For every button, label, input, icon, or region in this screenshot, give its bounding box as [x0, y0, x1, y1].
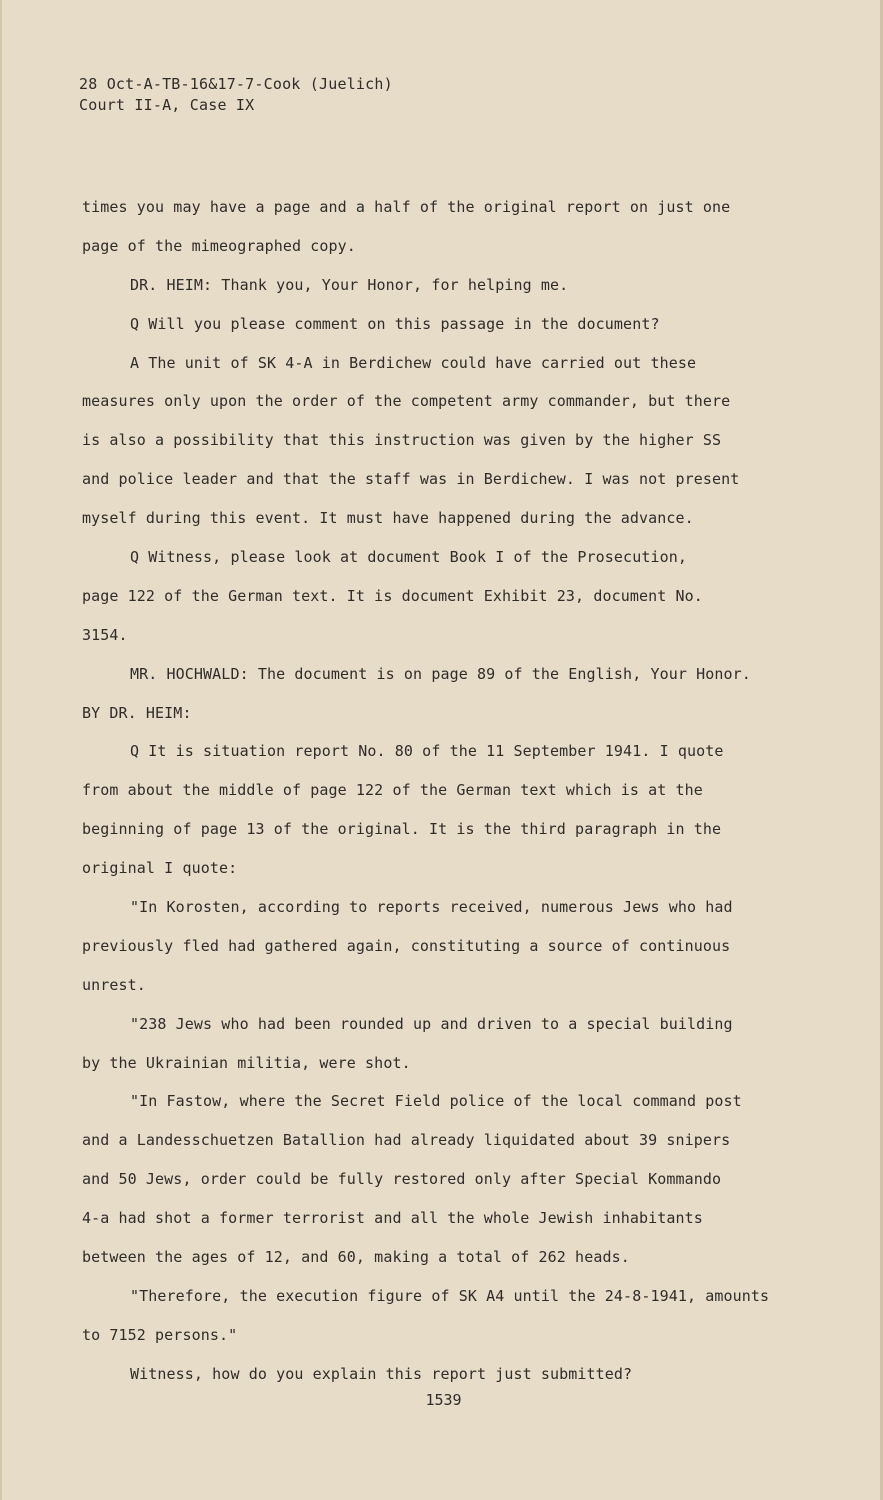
text-line: measures only upon the order of the competent army commander, but there [82, 392, 731, 411]
text-line: Witness, how do you explain this report just submitted? [130, 1364, 633, 1383]
text-line: A The unit of SK 4-A in Berdichew could have carried out these [130, 353, 697, 372]
text-line: times you may have a page and a half of the original report on just one [82, 198, 731, 216]
text-line: from about the middle of page 122 of the German text which is at the [82, 781, 703, 800]
text-line: and police leader and that the staff was in Berdichew. I was not present [82, 470, 740, 489]
text-line: "238 Jews who had been rounded up and driven to a special building [130, 1014, 733, 1033]
text-line: is also a possibility that this instruction was given by the higher SS [82, 431, 722, 450]
text-line: between the ages of 12, and 60, making a total of 262 heads. [82, 1248, 630, 1267]
text-line: myself during this event. It must have happened during the advance. [82, 509, 694, 528]
document-header [79, 74, 393, 116]
transcript-body [82, 188, 802, 1394]
text-line: unrest. [82, 975, 146, 994]
text-line: "Therefore, the execution figure of SK A4 until the 24-8-1941, amounts [130, 1286, 770, 1305]
text-line: and 50 Jews, order could be fully restored only after Special Kommando [82, 1170, 722, 1189]
text-line: "In Korosten, according to reports received, numerous Jews who had [130, 898, 733, 917]
header-line-1: 28 Oct-A-TB-16&17-7-Cook (Juelich) [79, 75, 393, 93]
text-line: Q Will you please comment on this passage in the document? [130, 314, 660, 333]
text-line: DR. HEIM: Thank you, Your Honor, for helping me. [130, 275, 569, 294]
text-line: "In Fastow, where the Secret Field police of the local command post [130, 1092, 742, 1111]
text-line: 4-a had shot a former terrorist and all the whole Jewish inhabitants [82, 1209, 703, 1228]
text-line: page 122 of the German text. It is document Exhibit 23, document No. [82, 586, 703, 605]
header-line-2: Court II-A, Case IX [79, 96, 255, 114]
text-line: to 7152 persons." [82, 1325, 238, 1344]
text-line: Q It is situation report No. 80 of the 11 September 1941. I quote [130, 742, 724, 761]
text-line: 3154. [82, 625, 128, 644]
text-line: MR. HOCHWALD: The document is on page 89 of the English, Your Honor. [130, 664, 751, 683]
text-line: original I quote: [82, 859, 238, 878]
text-line: page of the mimeographed copy. [82, 236, 356, 255]
text-line: by the Ukrainian militia, were shot. [82, 1053, 411, 1072]
text-line: previously fled had gathered again, constituting a source of continuous [82, 936, 731, 955]
page-number: 1539 [425, 1391, 462, 1409]
text-line: BY DR. HEIM: [82, 703, 192, 722]
text-line: Q Witness, please look at document Book I of the Prosecution, [130, 548, 687, 567]
text-line: and a Landesschuetzen Batallion had already liquidated about 39 snipers [82, 1131, 731, 1150]
text-line: beginning of page 13 of the original. It is the third paragraph in the [82, 820, 722, 839]
